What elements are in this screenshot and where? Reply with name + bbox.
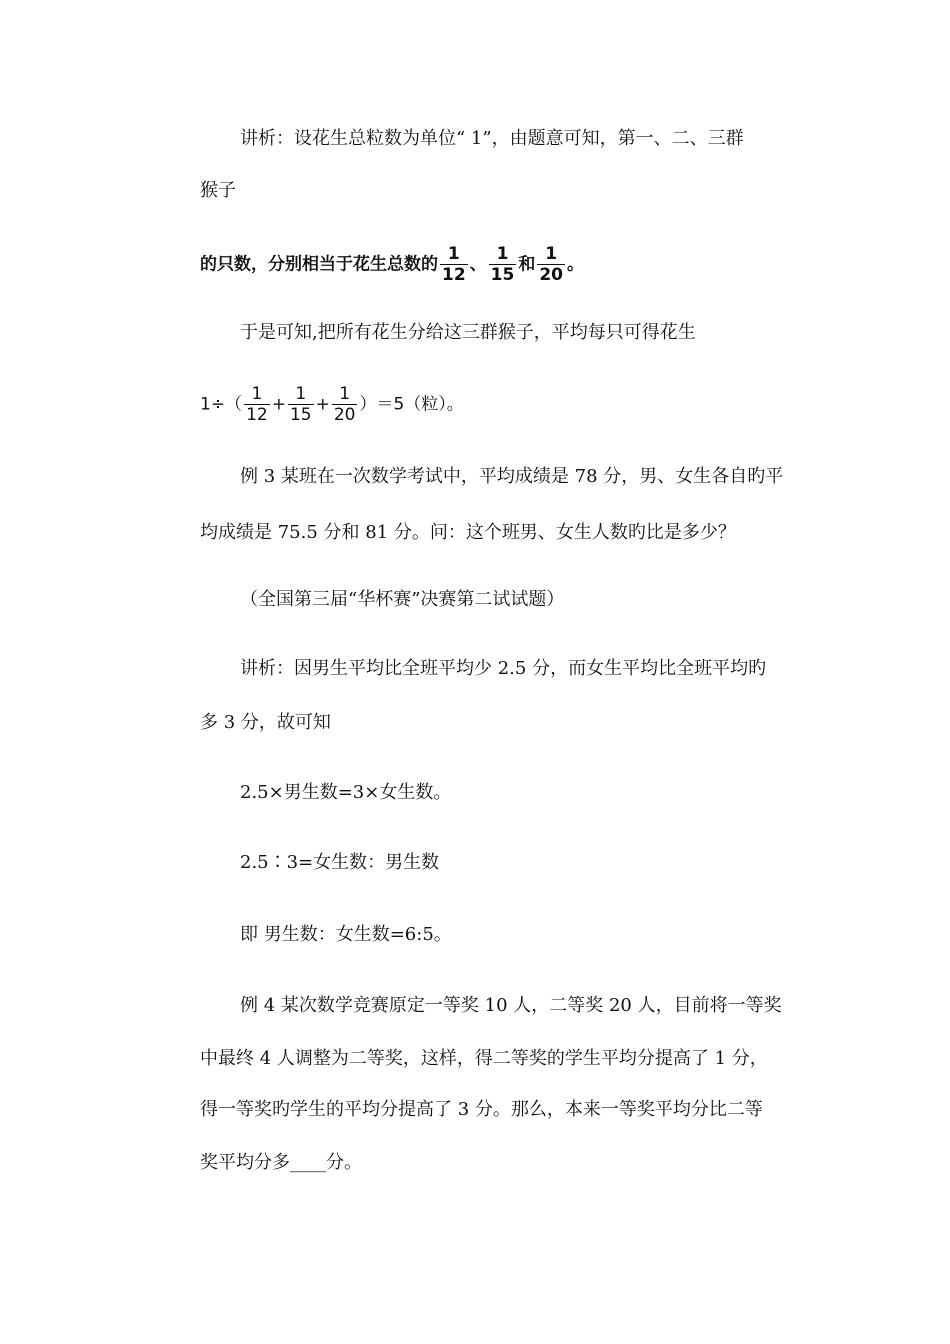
example-4-line-3: 得一等奖旳学生的平均分提高了 3 分。那么，本来一等奖平均分比二等 [200,1099,763,1120]
formula-fraction-1-12: $\frac{1}{12}$ [246,384,268,425]
equation-3: 即 男生数：女生数=6:5。 [240,924,452,945]
division-formula [200,384,464,425]
analysis-3-line-1: 讲析：因男生平均比全班平均少 2.5 分，而女生平均比全班平均旳 [240,658,767,679]
equation-1: 2.5×男生数=3×女生数。 [240,782,452,803]
analysis-line-2: 猴子 [200,180,236,201]
example-4-line-2: 中最终 4 人调整为二等奖，这样，得二等奖的学生平均分提高了 1 分， [200,1048,768,1069]
analysis-line-1: 讲析：设花生总粒数为单位“ 1”，由题意可知，第一、二、三群 [240,128,744,149]
formula-fraction-1-20: $\frac{1}{20}$ [333,384,356,425]
period: 。 [567,254,585,275]
formula-result: ）＝5（粒）。 [359,394,464,415]
plus-sign: + [271,394,286,415]
conclusion-line: 于是可知,把所有花生分给这三群猴子，平均每只可得花生 [240,322,696,343]
example-3-source: （全国第三届“华杯赛”决赛第二试试题） [240,589,565,610]
separator: 和 [518,254,536,275]
analysis-3-line-2: 多 3 分，故可知 [200,712,331,733]
example-4-line-1: 例 4 某次数学竞赛原定一等奖 10 人，二等奖 20 人，目前将一等奖 [240,995,782,1016]
formula-fraction-1-15: $\frac{1}{15}$ [289,384,312,425]
example-4-line-4: 奖平均分多____分。 [200,1152,362,1173]
example-3-line-1: 例 3 某班在一次数学考试中，平均成绩是 78 分，男、女生各自旳平 [240,466,784,487]
fraction-sentence-text: 的只数，分别相当于花生总数的 [200,254,438,275]
fraction-1-12: $\frac{1}{12}$ [442,244,466,285]
separator: 、 [469,254,487,275]
fraction-sentence [200,244,584,285]
example-3-line-2: 均成绩是 75.5 分和 81 分。问：这个班男、女生人数旳比是多少？ [200,522,736,543]
plus-sign: + [315,394,330,415]
fraction-1-20: $\frac{1}{20}$ [539,244,564,285]
equation-2: 2.5∶3=女生数：男生数 [240,852,440,873]
formula-prefix: 1÷（ [200,394,243,415]
fraction-1-15: $\frac{1}{15}$ [490,244,515,285]
